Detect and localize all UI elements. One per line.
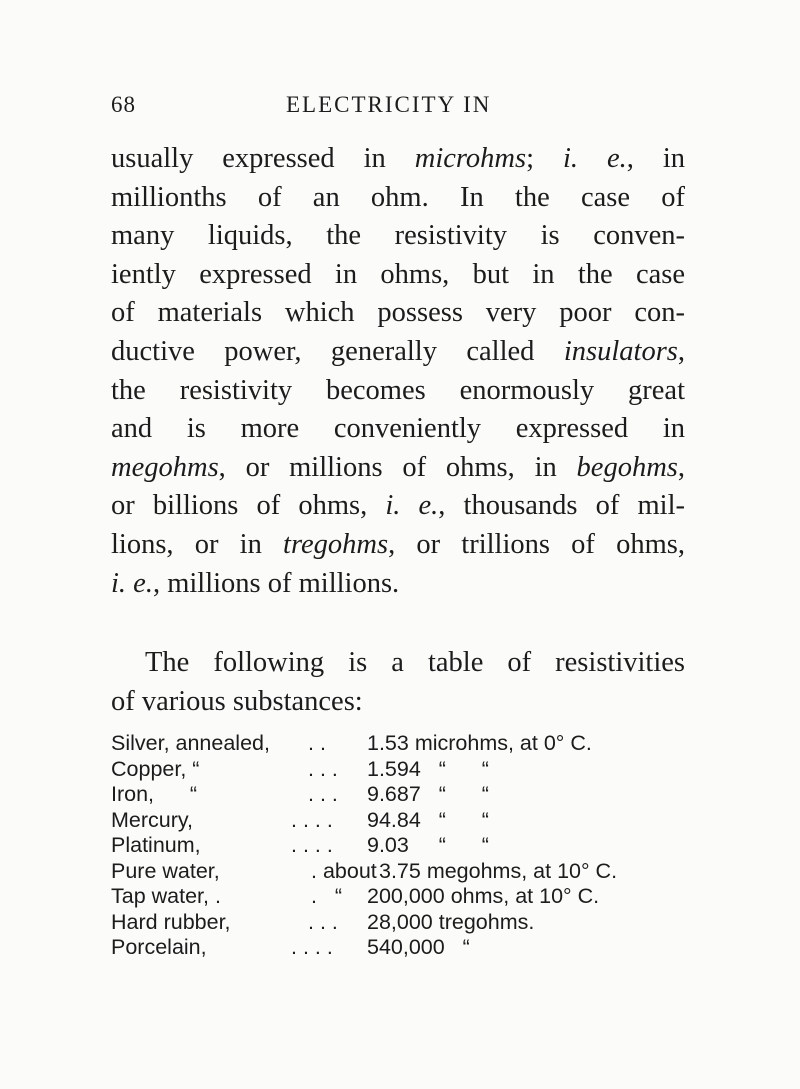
- resistivity-table: [111, 731, 691, 961]
- resistivity-value: 3.75 megohms, at 10° C.: [379, 858, 618, 883]
- leader-dots: . .: [308, 731, 326, 755]
- text-line: many liquids, the resistivity is conven-: [111, 220, 685, 252]
- substance-name: Platinum,: [111, 833, 201, 857]
- leader-dots: . about: [311, 858, 377, 883]
- text-line: The following is a table of resistivities: [145, 647, 685, 678]
- body-paragraph: [111, 140, 685, 603]
- substance-name: Pure water,: [111, 858, 220, 883]
- leader-dots: . . . .: [291, 935, 333, 959]
- text-line: ductive power, generally called insulators,: [111, 335, 685, 367]
- leader-dots: . “: [311, 884, 343, 908]
- table-row: [111, 808, 691, 834]
- substance-name: Copper, “: [111, 756, 200, 781]
- text-line: and is more conveniently expressed in: [111, 413, 685, 445]
- text-line: of various substances:: [111, 685, 363, 717]
- text-line: i. e., millions of millions.: [111, 567, 400, 599]
- leader-dots: . . .: [308, 909, 338, 934]
- running-head: ELECTRICITY IN: [286, 92, 492, 117]
- resistivity-value: 1.53 microhms, at 0° C.: [367, 731, 592, 755]
- resistivity-value: 9.687 “ “: [367, 782, 489, 806]
- text-line: lions, or in tregohms, or trillions of ohms,: [111, 528, 685, 560]
- substance-name: Silver, annealed,: [111, 731, 270, 755]
- substance-name: Tap water, .: [111, 884, 221, 908]
- text-line: iently expressed in ohms, but in the case: [111, 258, 685, 290]
- page-number: 68: [111, 92, 136, 117]
- table-row: [111, 935, 691, 961]
- text-line: usually expressed in microhms; i. e., in: [111, 143, 685, 174]
- substance-name: Iron, “: [111, 782, 198, 806]
- resistivity-value: 200,000 ohms, at 10° C.: [367, 884, 600, 908]
- table-row: [111, 833, 691, 859]
- resistivity-value: 540,000 “: [367, 935, 470, 959]
- table-row: [111, 884, 691, 910]
- leader-dots: . . . .: [291, 833, 333, 857]
- table-row: [111, 910, 691, 936]
- table-row: [111, 757, 691, 783]
- text-line: millionths of an ohm. In the case of: [111, 181, 685, 213]
- substance-name: Porcelain,: [111, 935, 207, 959]
- text-line: the resistivity becomes enormously great: [111, 374, 685, 406]
- leader-dots: . . . .: [291, 807, 333, 832]
- text-line: of materials which possess very poor con-: [111, 297, 685, 329]
- table-row: [111, 859, 691, 885]
- leader-dots: . . .: [308, 782, 338, 806]
- resistivity-value: 94.84 “ “: [367, 807, 489, 832]
- page-header: [111, 92, 685, 124]
- table-row: [111, 731, 691, 757]
- table-row: [111, 782, 691, 808]
- resistivity-value: 28,000 tregohms.: [367, 909, 535, 934]
- substance-name: Mercury,: [111, 807, 194, 832]
- text-line: or billions of ohms, i. e., thousands of mil-: [111, 490, 685, 522]
- table-intro-paragraph: [111, 644, 685, 721]
- resistivity-value: 9.03 “ “: [367, 833, 489, 857]
- leader-dots: . . .: [308, 756, 338, 781]
- substance-name: Hard rubber,: [111, 909, 231, 934]
- resistivity-value: 1.594 “ “: [367, 756, 489, 781]
- text-line: megohms, or millions of ohms, in begohms,: [111, 451, 685, 483]
